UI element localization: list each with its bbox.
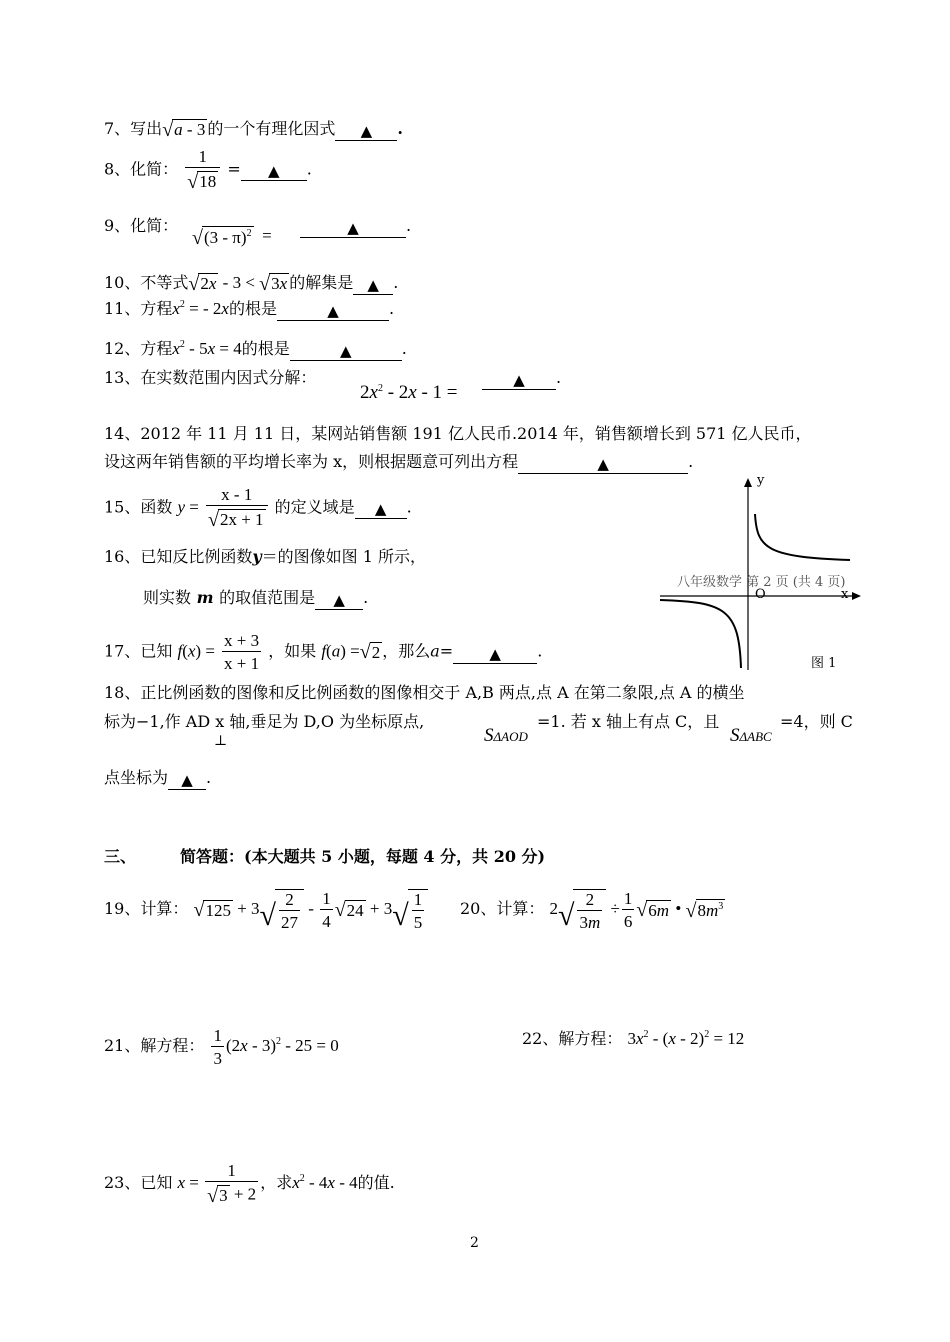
y-arrow-icon (744, 478, 752, 487)
q16-text-d: 的取值范围是 (219, 588, 316, 607)
hyperbola-branch-lower (660, 600, 741, 668)
s-abc: SΔABC (730, 725, 772, 746)
q17-aeq: = (439, 641, 454, 661)
q7-label: 7、写出 (104, 118, 163, 138)
x-arrow-icon (852, 592, 861, 600)
triangle-marker: ▲ (327, 302, 339, 320)
triangle-marker: ▲ (374, 500, 387, 519)
q13-expression: $2x^2 - 2x - 1$ = (360, 382, 458, 403)
q9-answer: ▲ . (300, 218, 411, 238)
triangle-marker: ▲ (267, 162, 280, 181)
answer-blank (353, 277, 393, 295)
question-23: 23、已知 x = 1 √ 3 + 2 ，求$x^2 - 4x - 4$的值. (104, 1161, 395, 1207)
answer-blank (335, 123, 397, 141)
answer-blank (168, 772, 206, 790)
question-9 (104, 218, 178, 234)
q23-text: ，求 (260, 1172, 293, 1192)
triangle-marker: ▲ (181, 771, 193, 789)
triangle-marker: ▲ (333, 591, 345, 609)
q12-label: 12、方程 (104, 339, 173, 358)
q12-text: 的根是 (241, 339, 290, 358)
answer-blank (277, 303, 389, 321)
question-8: 8、化简： 1 √ 18 = ▲ . (104, 147, 312, 193)
q13-answer: ▲ . (482, 370, 561, 390)
origin-label: O (755, 587, 766, 602)
q23-end: 的值. (357, 1172, 395, 1192)
radicand: 2x + 1 (219, 510, 264, 529)
q10-label: 10、不等式 (104, 272, 189, 292)
question-18-line2 (104, 712, 425, 749)
q9-label: 9、化简： (104, 216, 179, 235)
question-16-line2: 则实数 m 的取值范围是 ▲ . (143, 588, 369, 609)
q14-text: 设这两年销售额的平均增长率为 x，则根据题意可列出方程 (104, 452, 519, 471)
equals: = (262, 225, 272, 245)
q12-expr: - 5 (189, 339, 208, 358)
question-16-line1: 16、已知反比例函数y＝的图像如图 1 所示， (104, 547, 427, 566)
question-7: 7、写出 √ a - 3 的一个有理化因式 ▲ . (104, 118, 403, 141)
q7-text: 的一个有理化因式 (207, 118, 336, 138)
q20-label: 20、计算： (460, 898, 545, 918)
triangle-marker: ▲ (513, 371, 525, 389)
footer-overlay-text: 八年级数学 第 2 页 (共 4 页) (677, 575, 846, 590)
answer-blank (315, 592, 363, 610)
q13-coef: 2 (360, 382, 370, 403)
q17-label: 17、已知 (104, 641, 173, 661)
question-22: 22、解方程： $3x^2 - (x - 2)^2 = 12$ (522, 1029, 745, 1048)
numerator: 1 (198, 147, 208, 166)
question-13 (104, 370, 316, 386)
q18-text-b: x 轴,垂足为 D,O 为坐标原点, (215, 712, 425, 731)
equals: = (227, 159, 241, 179)
fraction: 1 √ 18 (185, 148, 220, 192)
hyperbola-graph (655, 474, 885, 674)
q13-rest: - 1 = (421, 382, 458, 403)
answer-blank (290, 343, 402, 361)
q19-label: 19、计算： (104, 898, 189, 918)
triangle-marker: ▲ (339, 342, 352, 360)
q11-text: 的根是 (228, 299, 277, 318)
numerator: x - 1 (221, 485, 253, 504)
q13-label: 13、在实数范围内因式分解： (104, 368, 317, 387)
question-15: 15、函数 y = x - 1 √ 2x + 1 的定义域是 ▲ . (104, 485, 412, 531)
answer-blank (453, 646, 537, 664)
answer-blank (300, 220, 406, 238)
answer-blank (241, 163, 307, 181)
page-number: 2 (470, 1235, 479, 1251)
denominator: x + 1 (222, 651, 261, 672)
sqrt-expression: √ a - 3 (162, 118, 206, 141)
question-12: 12、方程$x^2 - 5x = 4$的根是 ▲ . (104, 339, 407, 360)
y-label: y (757, 473, 765, 488)
fraction: x - 1 √ 2x + 1 (206, 486, 268, 530)
q18-text-a: 标为−1,作 AD (104, 712, 211, 731)
answer-blank (518, 456, 688, 474)
q17-mid: ，如果 (268, 641, 317, 661)
perpendicular-icon: ⊥ (214, 733, 228, 749)
question-14-line1: 14、2012 年 11 月 11 日，某网站销售额 191 亿人民币.2014 年，销售额增长到 571 亿人民币， (104, 424, 812, 443)
radicand: (3 - π) (203, 228, 247, 247)
question-11: 11、方程$x^2$ = - 2x的根是 ▲ . (104, 299, 395, 320)
answer-blank (482, 372, 556, 390)
s-aod: SΔAOD (484, 725, 528, 746)
hyperbola-branch-upper (755, 514, 850, 560)
q10-text: 的解集是 (289, 272, 354, 292)
q23-label: 23、已知 (104, 1172, 173, 1192)
q11-expr: = - 2 (189, 299, 222, 318)
x-label: x (841, 587, 849, 602)
q9-expression: √ (3 - π)$^2$ = (192, 225, 272, 249)
figure-1-graph (655, 474, 885, 674)
q18-text-d: =4，则 C (780, 712, 853, 731)
question-19: 19、计算： √ 125 + 3 √ $\frac{2}{27}$ - $\frac{1}{4}$ √ 24 + 3 √ $\frac{1}{5}$ (104, 889, 428, 931)
question-20: 20、计算： 2 √ $\frac{2}{3m}$ ÷ $\frac{1}{6}$ √ 6m • √ $8m^3$ (460, 889, 724, 932)
fraction (222, 632, 261, 672)
q18-text-e: 点坐标为 (104, 768, 169, 787)
question-18-line3: 点坐标为 ▲ . (104, 768, 212, 789)
q17-eq: = (350, 641, 360, 661)
q21-label: 21、解方程： (104, 1035, 205, 1055)
q16-text-c: 则实数 (143, 588, 192, 607)
q16-text-b: ＝的图像如图 1 所示， (261, 547, 427, 566)
q16-text: 16、已知反比例函数 (104, 547, 253, 566)
triangle-marker: ▲ (367, 275, 379, 294)
triangle-marker: ▲ (597, 455, 609, 473)
question-21: 21、解方程： $\frac{1}{3}$ (2x - 3)$^2$ - 25 = 0 (104, 1026, 339, 1068)
question-17: 17、已知 f(x) = $\frac{x + 3}{x + 1}$ ，如果 f(a) = √ 2 ，那么a= ▲ . (104, 631, 543, 673)
q15-label: 15、函数 (104, 497, 173, 517)
triangle-marker: ▲ (489, 644, 501, 663)
question-14-line2: 设这两年销售额的平均增长率为 x，则根据题意可列出方程 ▲ . (104, 452, 694, 473)
section-3-number: 三、 (104, 847, 137, 866)
q11-label: 11、方程 (104, 299, 173, 318)
q18-text-c: =1. 若 x 轴上有点 C，且 (537, 712, 720, 731)
q15-text: 的定义域是 (274, 497, 355, 517)
q12-rhs: = 4 (219, 339, 242, 358)
triangle-marker: ▲ (347, 219, 359, 237)
q22-label: 22、解方程： (522, 1029, 623, 1048)
figure-caption: 图 1 (811, 656, 837, 671)
question-18-line1: 18、正比例函数的图像和反比例函数的图像相交于 A,B 两点,点 A 在第二象限,点 A 的横坐 (104, 683, 745, 702)
triangle-marker: ▲ (360, 121, 373, 140)
q13-term: - 2 (387, 382, 409, 403)
section-3-title: 简答题：(本大题共 5 小题，每题 4 分，共 20 分) (180, 847, 546, 866)
answer-blank (355, 501, 407, 519)
numerator: x + 3 (224, 631, 260, 650)
radicand: 18 (199, 172, 217, 191)
q8-label: 8、化简： (104, 159, 179, 179)
question-10: 10、不等式 √ 2x - 3 < √ 3x 的解集是 ▲ . (104, 272, 399, 295)
q17-end: ，那么 (382, 641, 431, 661)
